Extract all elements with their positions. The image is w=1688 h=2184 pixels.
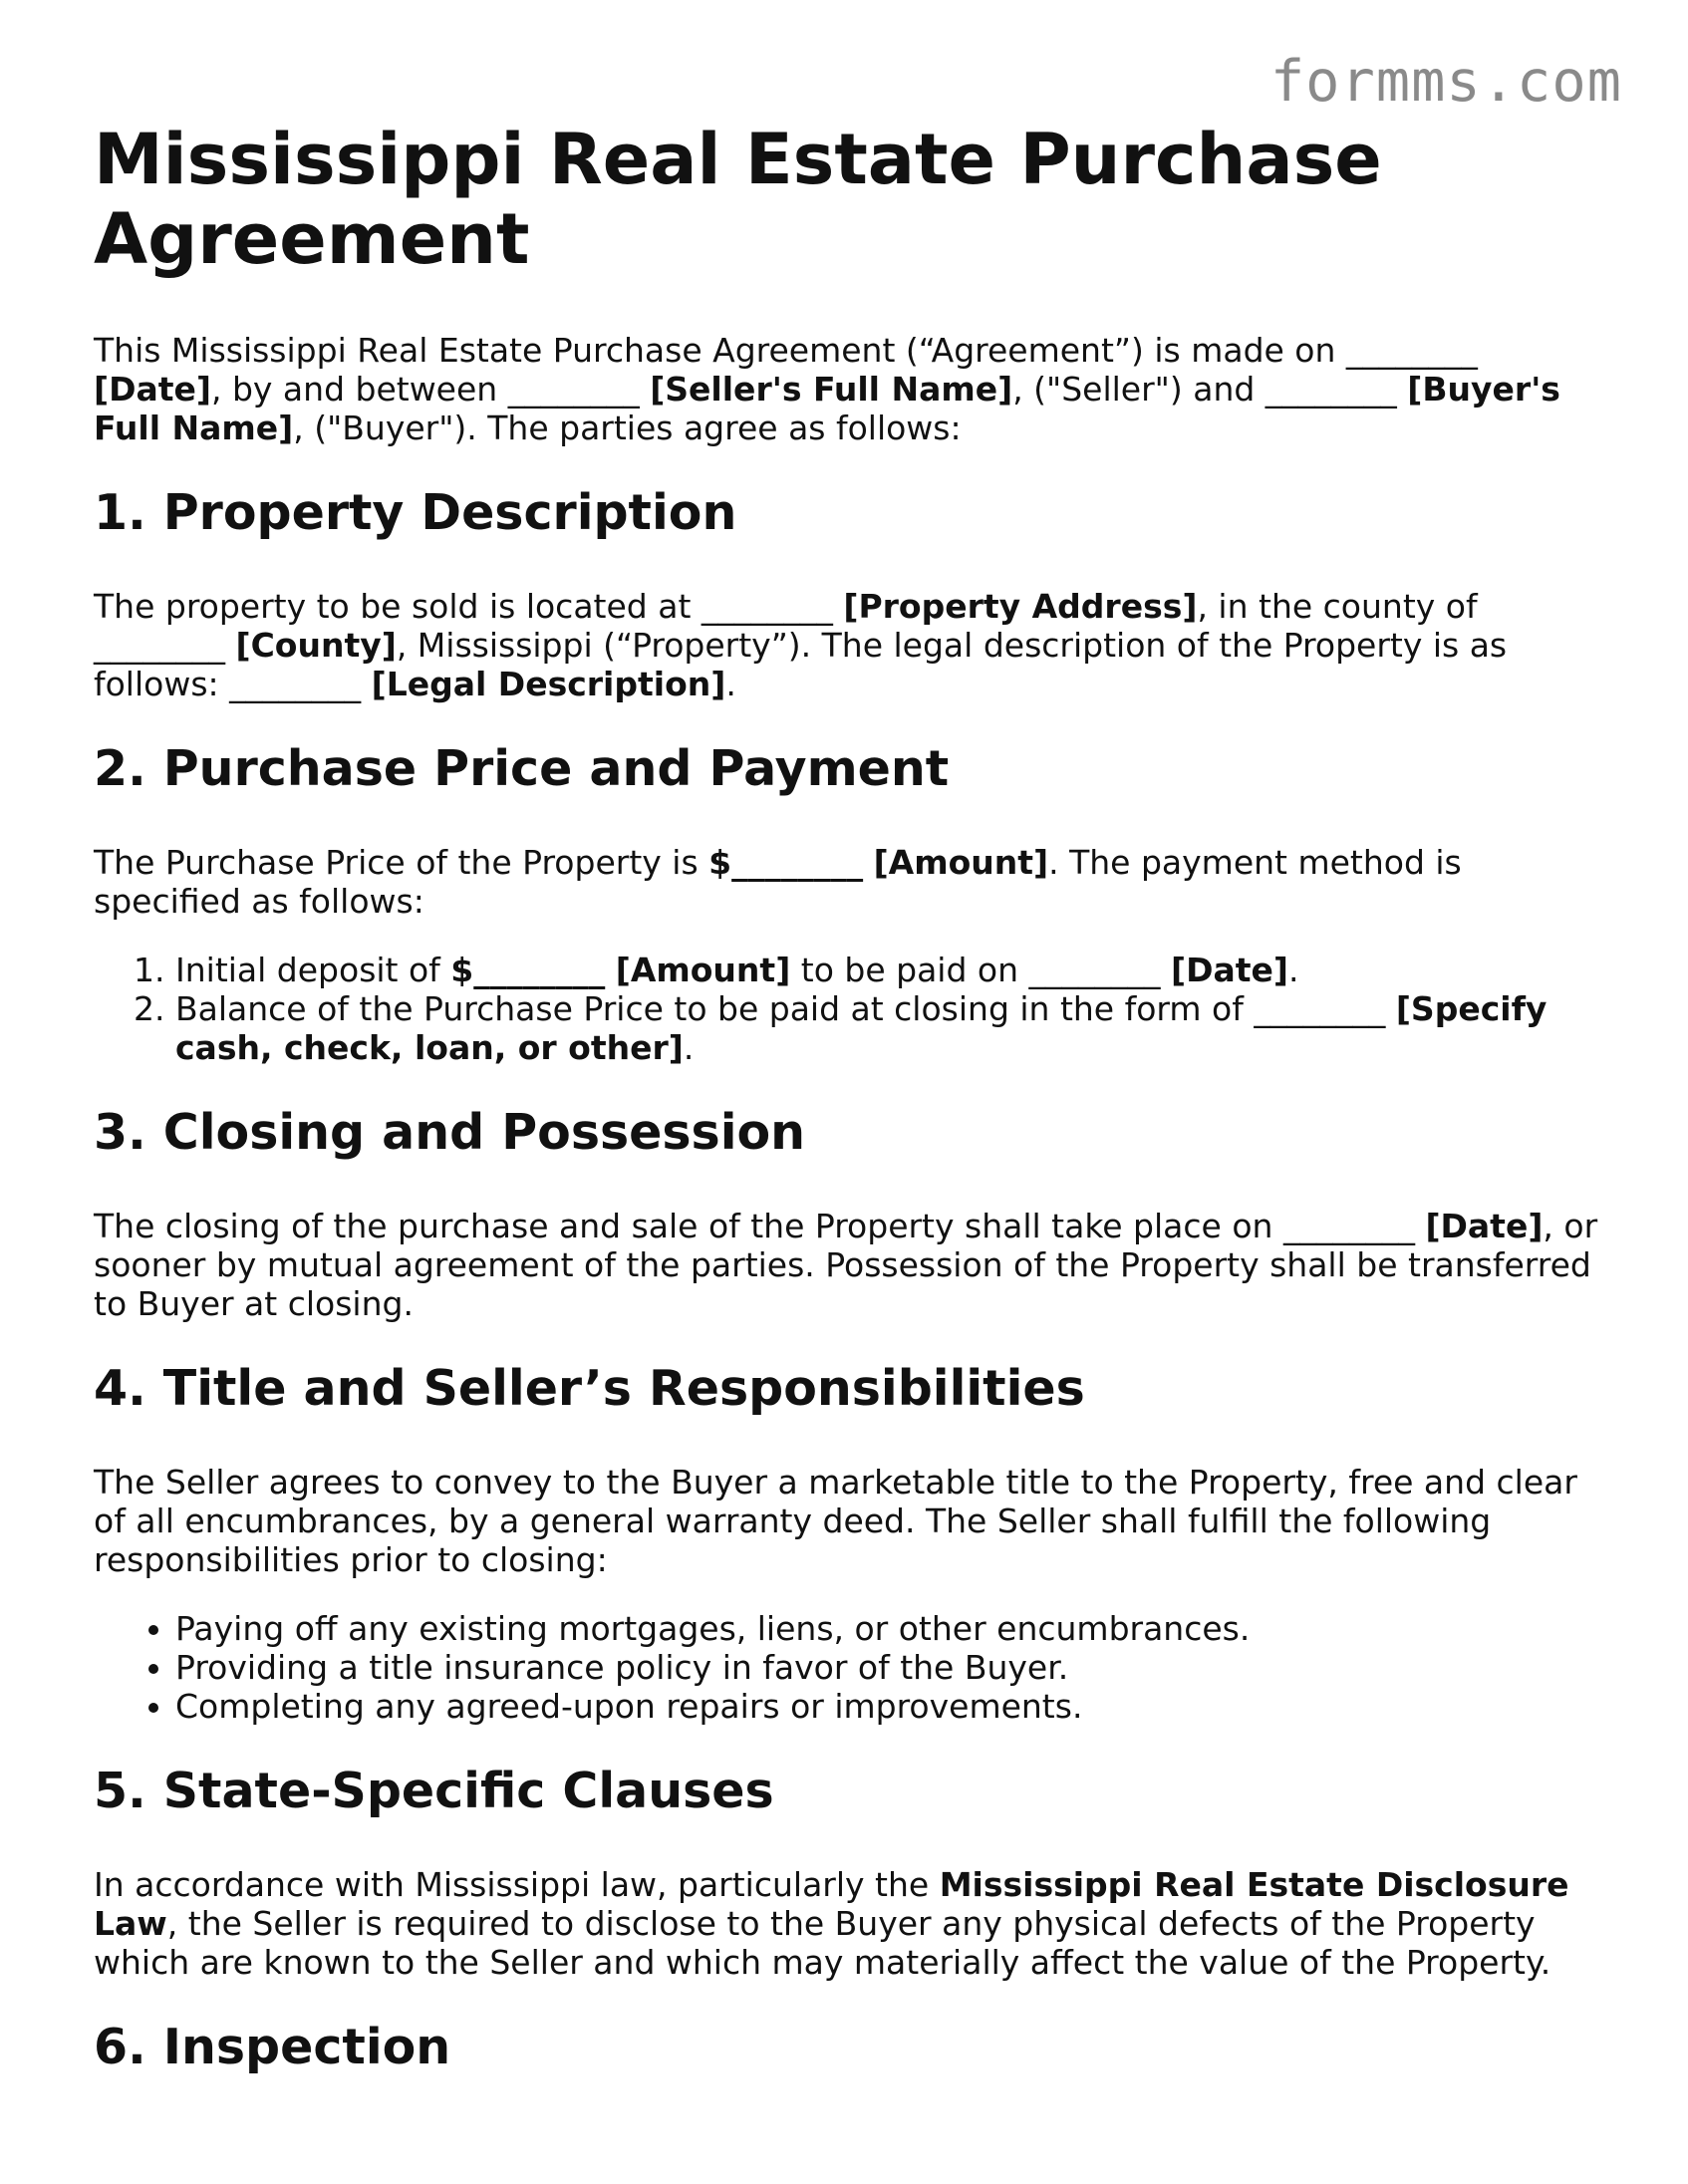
section-heading-state-clauses: 5. State-Specific Clauses bbox=[94, 1763, 774, 1819]
list-item: 2. Balance of the Purchase Price to be paid at closing in the form of ________ [Specify cash, check, loan, or other]. bbox=[175, 989, 1598, 1067]
legal-description-placeholder: [Legal Description] bbox=[371, 665, 726, 703]
blank-field: ________ bbox=[1254, 989, 1386, 1028]
document bbox=[94, 120, 1598, 2121]
amount-placeholder: [Amount] bbox=[615, 951, 791, 989]
blank-field: ________ bbox=[1282, 1207, 1415, 1245]
document-title: Mississippi Real Estate Purchase Agreement bbox=[94, 119, 1382, 280]
list-item: • Paying off any existing mortgages, liens, or other encumbrances. bbox=[175, 1609, 1598, 1648]
section-heading-inspection: 6. Inspection bbox=[94, 2019, 451, 2075]
section-heading-property-description: 1. Property Description bbox=[94, 484, 737, 541]
blank-field: ________ bbox=[1345, 331, 1478, 370]
blank-field: ________ bbox=[1028, 951, 1161, 989]
payment-form-placeholder: [Specify cash, check, loan, or other] bbox=[175, 989, 1547, 1067]
amount-placeholder: [Amount] bbox=[873, 843, 1049, 882]
list-item: 1. Initial deposit of $________ [Amount] to be paid on ________ [Date]. bbox=[175, 951, 1598, 989]
blank-field: ________ bbox=[229, 665, 362, 703]
seller-responsibilities-list bbox=[94, 1609, 1598, 1726]
section-heading-purchase-price: 2. Purchase Price and Payment bbox=[94, 740, 950, 797]
list-item: • Completing any agreed-upon repairs or improvements. bbox=[175, 1687, 1598, 1726]
dollar-blank-field: $________ bbox=[450, 951, 606, 989]
property-description-paragraph: The property to be sold is located at ________ [Property Address], in the county of ________ [County], Mississippi (“Property”). The legal description of the Property is as follows: ________ [Legal Description]. bbox=[94, 587, 1508, 703]
blank-field: ________ bbox=[94, 626, 225, 665]
date-placeholder: [Date] bbox=[1171, 951, 1288, 989]
list-item: • Providing a title insurance policy in favor of the Buyer. bbox=[175, 1648, 1598, 1687]
payment-list bbox=[94, 951, 1598, 1067]
closing-paragraph: The closing of the purchase and sale of the Property shall take place on ________ [Date], or sooner by mutual agreement of the parties. Possession of the Property shall be transferred to Buyer at closing. bbox=[94, 1207, 1598, 1323]
date-placeholder: [Date] bbox=[1425, 1207, 1544, 1245]
blank-field: ________ bbox=[1265, 370, 1397, 409]
property-address-placeholder: [Property Address] bbox=[843, 587, 1198, 626]
blank-field: ________ bbox=[507, 370, 640, 409]
dollar-blank-field: $________ bbox=[708, 843, 864, 882]
section-heading-title: 4. Title and Seller’s Responsibilities bbox=[94, 1360, 1085, 1417]
intro-paragraph: This Mississippi Real Estate Purchase Agreement (“Agreement”) is made on ________ [Date], by and between ________ [Seller's Full Name], ("Seller") and ________ [Buyer's Full Name], ("Buyer"). The parties agree as follows: bbox=[94, 331, 1560, 447]
purchase-price-paragraph: The Purchase Price of the Property is $________ [Amount]. The payment method is specified as follows: bbox=[94, 843, 1462, 921]
county-placeholder: [County] bbox=[235, 626, 397, 665]
title-paragraph: The Seller agrees to convey to the Buyer a marketable title to the Property, free and clear of all encumbrances, by a general warranty deed. The Seller shall fulfill the following responsibilities prior to closing: bbox=[94, 1463, 1577, 1579]
watermark: formms.com bbox=[1269, 49, 1622, 115]
section-heading-closing: 3. Closing and Possession bbox=[94, 1104, 806, 1161]
seller-name-placeholder: [Seller's Full Name] bbox=[650, 370, 1013, 409]
blank-field: ________ bbox=[701, 587, 833, 626]
state-clauses-paragraph: In accordance with Mississippi law, particularly the Mississippi Real Estate Disclosure Law, the Seller is required to disclose to the Buyer any physical defects of the Property which are known to the Seller and which may materially affect the value of the Property. bbox=[94, 1865, 1569, 1982]
law-name: Mississippi Real Estate Disclosure Law bbox=[94, 1865, 1569, 1943]
date-placeholder: [Date] bbox=[94, 370, 211, 409]
buyer-name-placeholder: [Buyer's Full Name] bbox=[94, 370, 1560, 447]
